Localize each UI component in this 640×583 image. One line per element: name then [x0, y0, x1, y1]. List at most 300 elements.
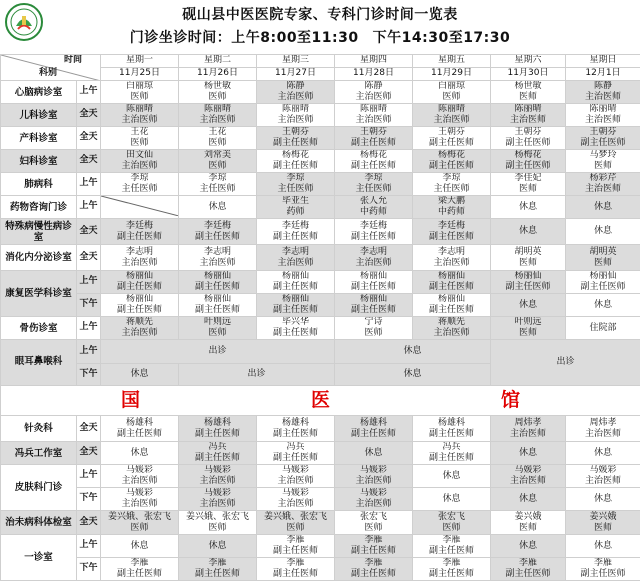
- schedule-cell: [491, 196, 566, 219]
- schedule-cell: [335, 558, 413, 581]
- schedule-cell: [413, 465, 491, 488]
- doctor-name: 休息: [130, 447, 149, 458]
- doctor-name: 杨世敏: [203, 81, 231, 91]
- doctor-title: 副主任医师: [272, 428, 318, 439]
- dept-label: 特殊病慢性病诊室: [5, 220, 72, 243]
- dept-name: [1, 173, 77, 196]
- schedule-cell: [335, 127, 413, 150]
- doctor-name: 杨丽仙: [589, 271, 617, 281]
- weekday-header: [179, 55, 257, 68]
- doctor-name: 李雁: [286, 558, 305, 568]
- schedule-cell: [101, 127, 179, 150]
- date-label: 11月25日: [119, 68, 160, 79]
- doctor-name: 毕兴华: [281, 317, 309, 327]
- schedule-cell: [179, 364, 335, 386]
- schedule-cell: [101, 364, 179, 386]
- date-header: [413, 68, 491, 81]
- doctor-name: 陈丽晴: [359, 104, 387, 114]
- schedule-cell: [335, 150, 413, 173]
- schedule-cell: [566, 271, 640, 294]
- schedule-cell: [257, 535, 335, 558]
- doctor-name: 马媛彩: [514, 465, 542, 475]
- doctor-title: 主任医师: [199, 184, 236, 194]
- doctor-title: 主任医师: [433, 184, 470, 194]
- doctor-title: 副主任医师: [580, 569, 626, 579]
- doctor-name: 王朝芬: [281, 127, 309, 137]
- schedule-cell: [257, 294, 335, 317]
- doctor-title: 副主任医师: [428, 453, 474, 463]
- status-text: 休息: [403, 345, 422, 356]
- doctor-name: 叶则远: [514, 317, 542, 327]
- doctor-name: 冯兵: [442, 442, 461, 452]
- session-text: 全天: [79, 447, 98, 458]
- schedule-cell: [101, 81, 179, 104]
- doctor-name: 马媛彩: [589, 465, 617, 475]
- session-label: [77, 364, 101, 386]
- doctor-title: 副主任医师: [350, 138, 396, 148]
- schedule-cell: [413, 511, 491, 535]
- schedule-cell: [335, 245, 413, 271]
- schedule-cell: [566, 81, 640, 104]
- doctor-name: 姜兴娥: [514, 511, 542, 522]
- doctor-name: 马媛彩: [281, 488, 309, 498]
- doctor-title: 医师: [364, 328, 383, 338]
- doctor-name: 王花: [208, 127, 227, 137]
- doctor-title: 主治医师: [277, 257, 314, 268]
- session-label: [77, 442, 101, 465]
- doctor-name: 李志明: [437, 246, 465, 257]
- session-text: 上午: [79, 86, 98, 97]
- schedule-table: [0, 54, 640, 581]
- doctor-name: 张宏飞: [437, 511, 465, 522]
- doctor-title: 副主任医师: [350, 546, 396, 556]
- date-header: [257, 68, 335, 81]
- doctor-title: 主治医师: [277, 115, 314, 125]
- schedule-cell: [566, 442, 640, 465]
- doctor-title: 主治医师: [121, 115, 158, 125]
- doctor-name: 李雁: [130, 558, 149, 568]
- schedule-cell: [335, 364, 491, 386]
- session-text: 下午: [79, 563, 98, 574]
- weekday-label: 星期一: [125, 55, 153, 66]
- session-text: 上午: [79, 540, 98, 551]
- schedule-cell: [566, 465, 640, 488]
- doctor-name: 陈静: [286, 81, 305, 91]
- dept-name: [1, 81, 77, 104]
- dept-label: 心脑病诊室: [14, 86, 63, 98]
- schedule-cell: [491, 511, 566, 535]
- schedule-cell: [335, 416, 413, 442]
- doctor-title: 主治医师: [433, 115, 470, 125]
- session-label: [77, 488, 101, 511]
- doctor-name: 杨丽仙: [281, 271, 309, 281]
- session-label: [77, 416, 101, 442]
- schedule-cell: [335, 317, 413, 340]
- session-label: [77, 196, 101, 219]
- doctor-title: 副主任医师: [116, 305, 162, 315]
- doctor-name: 马媛彩: [359, 488, 387, 498]
- doctor-title: 副主任医师: [428, 231, 474, 242]
- session-label: [77, 317, 101, 340]
- doctor-title: 医师: [130, 92, 149, 102]
- session-text: 上午: [79, 345, 98, 356]
- doctor-title: 医师: [593, 257, 612, 268]
- doctor-title: 主治医师: [355, 257, 392, 268]
- schedule-cell: [257, 127, 335, 150]
- doctor-title: 主治医师: [277, 476, 314, 486]
- schedule-cell: [566, 317, 640, 340]
- doctor-title: 医师: [208, 161, 227, 171]
- doctor-title: 医师: [518, 257, 537, 268]
- status-text: 出诊: [208, 345, 227, 356]
- dept-label: 消化内分泌诊室: [5, 252, 72, 263]
- schedule-cell: [179, 442, 257, 465]
- doctor-name: 白丽琼: [437, 81, 465, 91]
- status-text: 休息: [130, 368, 149, 379]
- session-label: [77, 465, 101, 488]
- schedule-cell: [491, 294, 566, 317]
- doctor-name: 李雁: [208, 558, 227, 568]
- dept-name: [1, 127, 77, 150]
- schedule-cell: [179, 81, 257, 104]
- schedule-cell: [413, 416, 491, 442]
- doctor-title: 主治医师: [509, 476, 546, 486]
- schedule-cell: [566, 150, 640, 173]
- doctor-name: 周炜孝: [514, 417, 542, 428]
- status-text: 出诊: [556, 356, 575, 367]
- schedule-cell: [257, 219, 335, 245]
- schedule-cell: [566, 416, 640, 442]
- schedule-cell: [335, 488, 413, 511]
- doctor-title: 主治医师: [121, 499, 158, 509]
- doctor-title: 主治医师: [199, 257, 236, 268]
- schedule-cell: [413, 442, 491, 465]
- doctor-title: 主治医师: [277, 499, 314, 509]
- date-label: 11月27日: [275, 68, 316, 79]
- pm-hours: 下午14:30至17:30: [372, 30, 511, 46]
- schedule-cell: [491, 465, 566, 488]
- dept-name: [1, 245, 77, 271]
- doctor-name: 休息: [593, 447, 612, 458]
- doctor-name: 杨丽仙: [359, 271, 387, 281]
- doctor-name: 王花: [130, 127, 149, 137]
- doctor-name: 李雁: [518, 558, 537, 568]
- doctor-name: 张宏飞: [359, 511, 387, 522]
- doctor-name: 陈静: [593, 81, 612, 91]
- doctor-name: 李志明: [281, 246, 309, 257]
- doctor-name: 宁诗: [364, 317, 383, 327]
- doctor-name: 杨丽仙: [125, 294, 153, 304]
- doctor-name: 休息: [208, 540, 227, 551]
- schedule-cell: [101, 196, 179, 219]
- schedule-cell: [413, 196, 491, 219]
- date-label: 11月30日: [507, 68, 549, 79]
- dept-label: 眼耳鼻喉科: [14, 356, 63, 368]
- doctor-title: 副主任医师: [428, 138, 474, 148]
- schedule-cell: [179, 465, 257, 488]
- doctor-name: 李雁: [442, 535, 461, 545]
- doctor-title: 医师: [518, 522, 537, 533]
- date-header: [491, 68, 566, 81]
- doctor-name: 李廷梅: [437, 220, 465, 231]
- session-text: 上午: [79, 322, 98, 333]
- schedule-cell: [566, 294, 640, 317]
- doctor-title: 主治医师: [584, 428, 621, 439]
- session-label: [77, 558, 101, 581]
- schedule-cell: [179, 150, 257, 173]
- doctor-name: 陈丽晴: [281, 104, 309, 114]
- doctor-title: 副主任医师: [272, 305, 318, 315]
- doctor-title: 主治医师: [121, 161, 158, 171]
- schedule-cell: [491, 81, 566, 104]
- session-label: [77, 173, 101, 196]
- schedule-cell: [179, 127, 257, 150]
- schedule-cell: [491, 150, 566, 173]
- banner-char: 国: [120, 389, 140, 412]
- doctor-title: 副主任医师: [194, 569, 240, 579]
- schedule-cell: [413, 245, 491, 271]
- doctor-name: 马媛彩: [203, 465, 231, 475]
- schedule-cell: [335, 104, 413, 127]
- doctor-name: 陈丽晴: [203, 104, 231, 114]
- schedule-cell: [335, 219, 413, 245]
- doctor-title: 副主任医师: [272, 546, 318, 556]
- doctor-name: 陈丽晴: [514, 104, 542, 114]
- doctor-name: 杨雄科: [437, 417, 465, 428]
- session-text: 上午: [79, 178, 98, 189]
- diagonal-line: [101, 196, 179, 216]
- doctor-title: 中药师: [359, 207, 387, 217]
- doctor-name: 杨丽仙: [281, 294, 309, 304]
- dept-label: 皮肤科门诊: [14, 482, 63, 493]
- doctor-title: 副主任医师: [272, 138, 318, 148]
- doctor-title: 主治医师: [584, 184, 621, 194]
- doctor-title: 主任医师: [355, 184, 392, 194]
- dept-label: 药物咨询门诊: [9, 201, 67, 213]
- doctor-name: 李雁: [364, 535, 383, 545]
- doctor-name: 胡明英: [589, 246, 617, 257]
- doctor-title: 医师: [286, 522, 305, 533]
- schedule-cell: [491, 558, 566, 581]
- dept-name: [1, 150, 77, 173]
- schedule-cell: [566, 196, 640, 219]
- doctor-title: 副主任医师: [116, 569, 162, 579]
- schedule-cell: [101, 104, 179, 127]
- session-text: 全天: [79, 422, 98, 433]
- dept-name: [1, 104, 77, 127]
- doctor-title: 副主任医师: [194, 305, 240, 315]
- date-header: [335, 68, 413, 81]
- doctor-name: 杨丽仙: [437, 294, 465, 304]
- doctor-name: 休息: [593, 540, 612, 551]
- dept-label: 骨伤诊室: [19, 322, 58, 334]
- session-label: [77, 511, 101, 535]
- doctor-title: 医师: [208, 138, 227, 148]
- doctor-title: 主治医师: [355, 115, 392, 125]
- doctor-name: 杨梅花: [514, 150, 542, 160]
- doctor-title: 主治医师: [121, 476, 158, 486]
- banner-char: 医: [310, 389, 330, 412]
- guoyi-banner: [1, 386, 640, 416]
- schedule-cell: [101, 219, 179, 245]
- session-text: 上午: [79, 470, 98, 481]
- doctor-name: 叶则远: [203, 317, 231, 327]
- schedule-cell: [101, 340, 335, 364]
- doctor-name: 王朝芬: [359, 127, 387, 137]
- date-label: 12月1日: [585, 68, 621, 79]
- schedule-cell: [101, 442, 179, 465]
- doctor-name: 休息: [593, 493, 612, 504]
- doctor-title: 副主任医师: [428, 428, 474, 439]
- schedule-cell: [101, 416, 179, 442]
- doctor-name: 毕亚生: [281, 196, 309, 206]
- session-label: [77, 340, 101, 364]
- schedule-cell: [101, 271, 179, 294]
- doctor-name: 王朝芬: [589, 127, 617, 137]
- dept-name: [1, 271, 77, 317]
- schedule-cell: [179, 511, 257, 535]
- session-text: 上午: [79, 276, 98, 287]
- dept-label: 妇科诊室: [19, 155, 58, 167]
- session-label: [77, 535, 101, 558]
- schedule-cell: [257, 271, 335, 294]
- doctor-title: 主治医师: [584, 92, 621, 102]
- schedule-cell: [335, 271, 413, 294]
- page-title: 砚山县中医医院专家、专科门诊时间一览表: [182, 7, 458, 23]
- dept-label: 一诊室: [24, 552, 53, 563]
- doctor-name: 李廷梅: [359, 220, 387, 231]
- doctor-name: 马媛彩: [359, 465, 387, 475]
- doctor-title: 副主任医师: [350, 231, 396, 242]
- schedule-cell: [257, 150, 335, 173]
- doctor-name: 李雁: [286, 535, 305, 545]
- doctor-title: 副主任医师: [272, 282, 318, 292]
- schedule-cell: [413, 558, 491, 581]
- session-text: 全天: [79, 251, 98, 262]
- schedule-cell: [335, 465, 413, 488]
- doctor-name: 休息: [518, 226, 537, 236]
- schedule-cell: [491, 219, 566, 245]
- schedule-cell: [101, 317, 179, 340]
- schedule-cell: [101, 511, 179, 535]
- weekday-label: 星期四: [359, 55, 387, 66]
- schedule-cell: [491, 127, 566, 150]
- doctor-name: 杨梅花: [359, 150, 387, 160]
- doctor-title: 副主任医师: [428, 546, 474, 556]
- schedule-cell: [179, 317, 257, 340]
- schedule-cell: [101, 488, 179, 511]
- session-label: [77, 294, 101, 317]
- schedule-cell: [335, 81, 413, 104]
- schedule-cell: [413, 127, 491, 150]
- doctor-name: 杨雄科: [125, 417, 153, 428]
- schedule-cell: [413, 488, 491, 511]
- doctor-name: 休息: [518, 299, 537, 310]
- schedule-cell: [179, 219, 257, 245]
- session-label: [77, 150, 101, 173]
- doctor-name: 杨彩芹: [589, 173, 617, 183]
- schedule-cell: [566, 219, 640, 245]
- doctor-name: 王朝芬: [437, 127, 465, 137]
- doctor-name: 杨雄科: [359, 417, 387, 428]
- doctor-title: 副主任医师: [350, 569, 396, 579]
- doctor-title: 副主任医师: [194, 428, 240, 439]
- schedule-cell: [335, 173, 413, 196]
- schedule-cell: [179, 535, 257, 558]
- doctor-title: 医师: [364, 522, 383, 533]
- schedule-cell: [179, 196, 257, 219]
- doctor-title: 副主任医师: [350, 428, 396, 439]
- dept-name: [1, 465, 77, 511]
- schedule-cell: [257, 196, 335, 219]
- doctor-title: 医师: [518, 328, 537, 338]
- dept-label: 康复医学科诊室: [5, 288, 72, 299]
- dept-label: 儿科诊室: [19, 109, 58, 121]
- doctor-name: 马梦玲: [589, 150, 617, 160]
- schedule-cell: [566, 173, 640, 196]
- doctor-title: 主任医师: [121, 184, 158, 194]
- doctor-name: 杨丽仙: [203, 294, 231, 304]
- dept-name: [1, 442, 77, 465]
- doctor-name: 梁大鹏: [437, 196, 465, 206]
- schedule-cell: [491, 535, 566, 558]
- session-label: [77, 271, 101, 294]
- schedule-cell: [257, 104, 335, 127]
- doctor-title: 副主任医师: [116, 282, 162, 292]
- dept-label: 针灸科: [24, 423, 53, 434]
- weekday-header: [335, 55, 413, 68]
- doctor-title: 副主任医师: [194, 453, 240, 463]
- doctor-name: 休息: [208, 201, 227, 212]
- doctor-name: 李琼: [130, 173, 149, 183]
- dept-name: [1, 511, 77, 535]
- date-header: [101, 68, 179, 81]
- doctor-title: 副主任医师: [272, 161, 318, 171]
- doctor-title: 副主任医师: [580, 282, 626, 292]
- doctor-title: 主治医师: [199, 115, 236, 125]
- schedule-cell: [257, 442, 335, 465]
- schedule-cell: [257, 317, 335, 340]
- clinic-hours: [0, 27, 640, 47]
- doctor-name: 休息: [518, 201, 537, 212]
- session-label: [77, 104, 101, 127]
- session-label: [77, 219, 101, 245]
- doctor-name: 姜兴娥、张宏飞: [107, 511, 171, 522]
- schedule-cell: [257, 173, 335, 196]
- schedule-cell: [413, 219, 491, 245]
- schedule-cell: [566, 488, 640, 511]
- schedule-cell: [335, 340, 491, 364]
- schedule-cell: [491, 173, 566, 196]
- doctor-title: 医师: [442, 92, 461, 102]
- doctor-name: 陈丽晴: [437, 104, 465, 114]
- doctor-title: 医师: [518, 184, 537, 194]
- doctor-name: 陈丽晴: [589, 104, 617, 114]
- schedule-cell: [566, 558, 640, 581]
- schedule-cell: [257, 488, 335, 511]
- doctor-name: 马媛彩: [203, 488, 231, 498]
- doctor-title: 药师: [286, 207, 305, 217]
- doctor-name: 休息: [442, 493, 461, 504]
- doctor-title: 医师: [130, 522, 149, 533]
- doctor-title: 副主任医师: [350, 305, 396, 315]
- session-text: 上午: [79, 201, 98, 212]
- session-text: 全天: [79, 155, 98, 166]
- doctor-name: 马媛彩: [125, 465, 153, 475]
- doctor-name: 李琼: [286, 173, 305, 183]
- doctor-name: 休息: [518, 493, 537, 504]
- doctor-name: 休息: [364, 447, 383, 458]
